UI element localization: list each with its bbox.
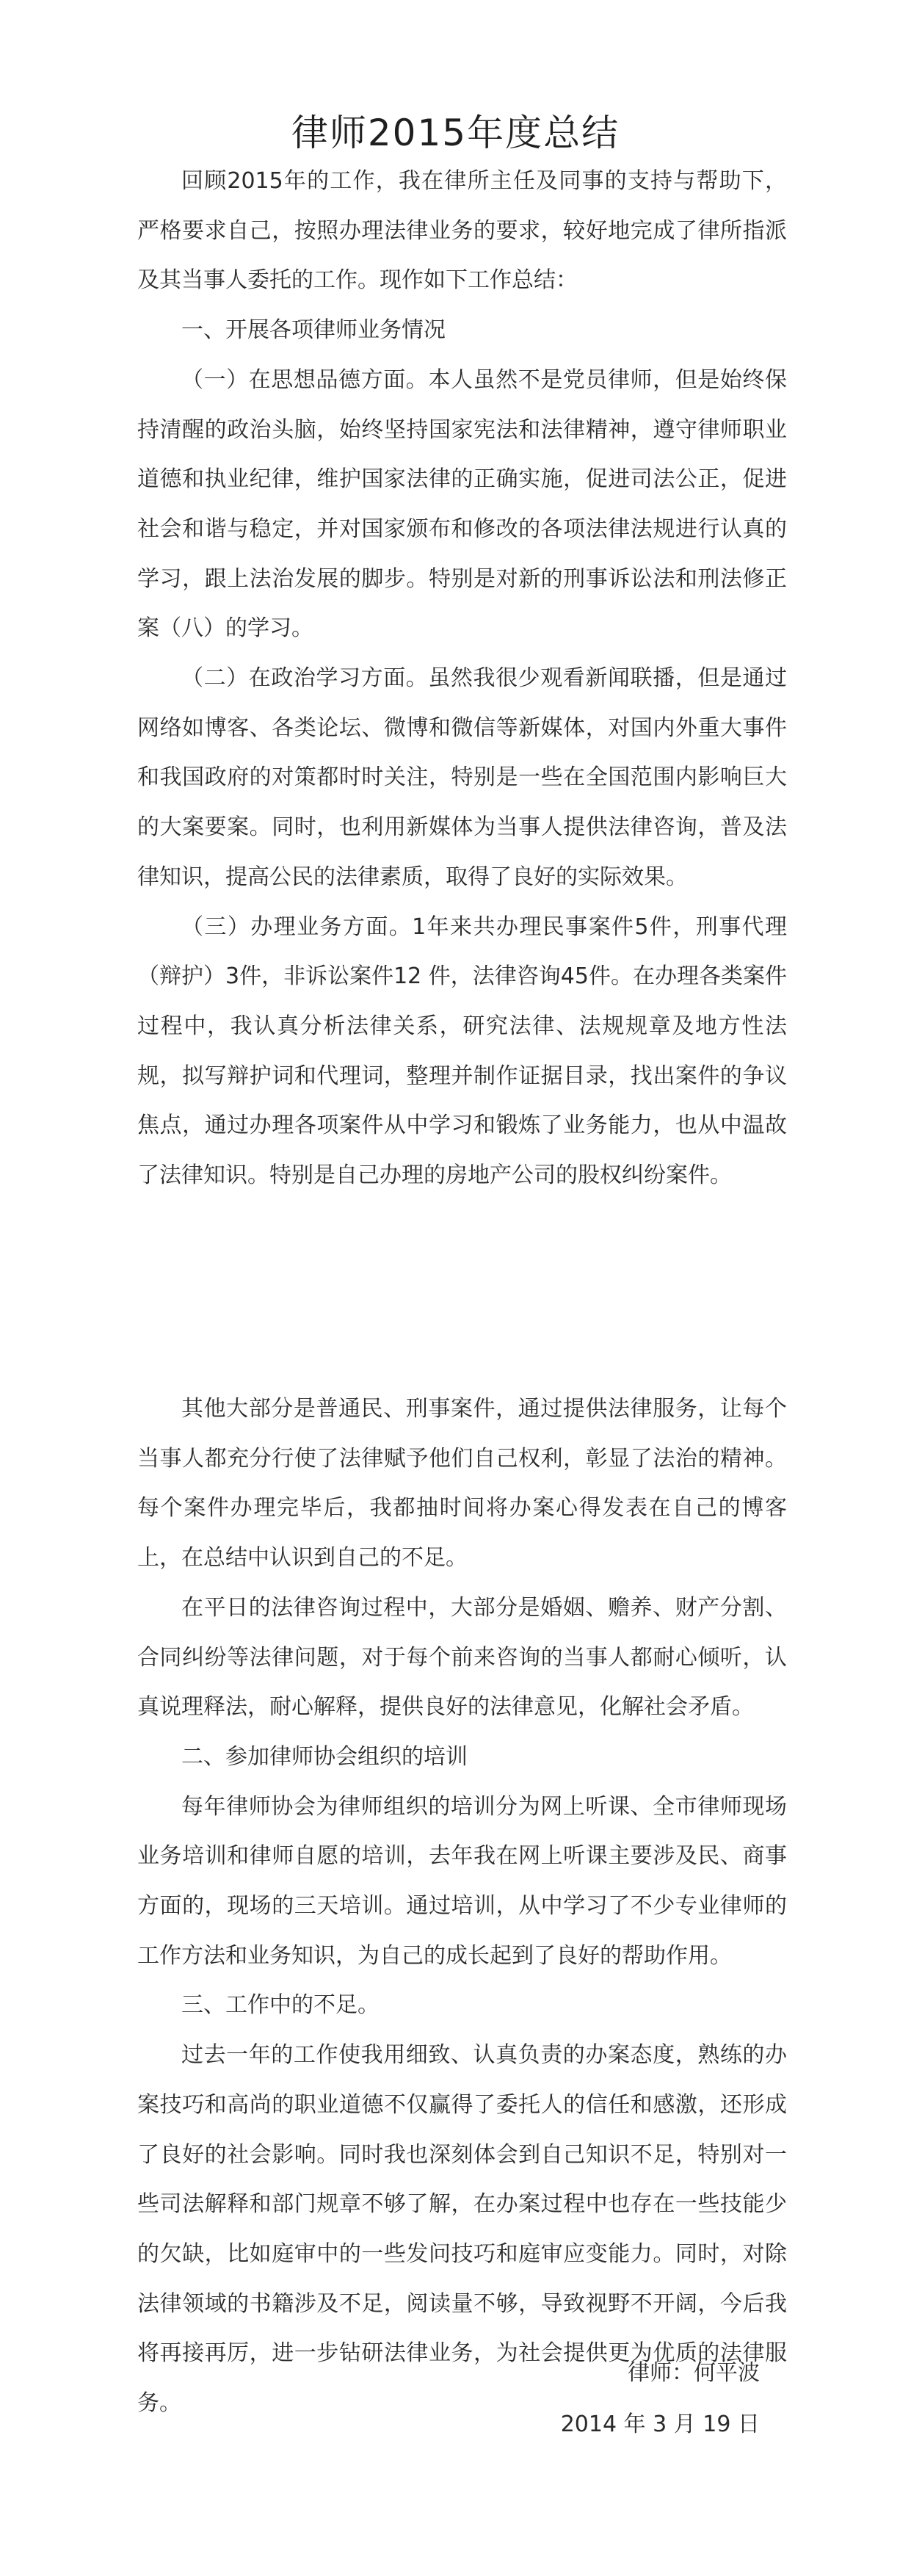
section-1-paragraph-3: （三）办理业务方面。1年来共办理民事案件5件，刑事代理（辩护）3件，非诉讼案件12 件，法律咨询45件。在办理各类案件过程中，我认真分析法律关系，研究法律、法规规章及地方性法规，拟写辩护词和代理词，整理并制作证据目录，找出案件的争议焦点，通过办理各项案件从中学习和锻炼了业务能力，也从中温故了法律知识。特别是自己办理的房地产公司的股权纠纷案件。 [137, 913, 787, 1189]
section-1-paragraph-1: （一）在思想品德方面。本人虽然不是党员律师，但是始终保持清醒的政治头脑，始终坚持国家宪法和法律精神，遵守律师职业道德和执业纪律，维护国家法律的正确实施，促进司法公正，促进社会和谐与稳定，并对国家颁布和修改的各项法律法规进行认真的学习，跟上法治发展的脚步。特别是对新的刑事诉讼法和刑法修正案（八）的学习。 [137, 366, 787, 642]
section-1-paragraph-2: （二）在政治学习方面。虽然我很少观看新闻联播，但是通过网络如博客、各类论坛、微博和微信等新媒体，对国内外重大事件和我国政府的对策都时时关注，特别是一些在全国范围内影响巨大的大案要案。同时，也利用新媒体为当事人提供法律咨询，普及法律知识，提高公民的法律素质，取得了良好的实际效果。 [137, 665, 787, 890]
section-2-heading: 二、参加律师协会组织的培训 [181, 1743, 468, 1770]
section-1-paragraph-5: 在平日的法律咨询过程中，大部分是婚姻、赡养、财产分割、合同纠纷等法律问题，对于每个前来咨询的当事人都耐心倾听，认真说理释法，耐心解释，提供良好的法律意见，化解社会矛盾。 [137, 1594, 787, 1721]
document-body-part-2 [137, 1384, 787, 2428]
section-3-paragraph-1: 过去一年的工作使我用细致、认真负责的办案态度，熟练的办案技巧和高尚的职业道德不仅赢得了委托人的信任和感激，还形成了良好的社会影响。同时我也深刻体会到自己知识不足，特别对一些司法解释和部门规章不够了解，在办案过程中也存在一些技能少的欠缺，比如庭审中的一些发问技巧和庭审应变能力。同时，对除法律领域的书籍涉及不足，阅读量不够，导致视野不开阔，今后我将再接再厉，进一步钻研法律业务，为社会提供更为优质的法律服务。 [137, 2042, 787, 2417]
document-body-part-1 [137, 156, 787, 1201]
page-title: 律师2015年度总结 [291, 112, 620, 154]
signature-date: 2014 年 3 月 19 日 [560, 2412, 760, 2437]
signature-name: 律师：何平波 [628, 2360, 760, 2386]
section-3-heading: 三、工作中的不足。 [181, 1992, 380, 2019]
section-1-paragraph-4: 其他大部分是普通民、刑事案件，通过提供法律服务，让每个当事人都充分行使了法律赋予他们自己权利，彰显了法治的精神。每个案件办理完毕后，我都抽时间将办案心得发表在自己的博客上，在总结中认识到自己的不足。 [137, 1396, 787, 1571]
intro-paragraph: 回顾2015年的工作，我在律所主任及同事的支持与帮助下，严格要求自己，按照办理法律业务的要求，较好地完成了律所指派及其当事人委托的工作。现作如下工作总结： [137, 168, 787, 294]
section-1-heading: 一、开展各项律师业务情况 [181, 317, 446, 344]
section-2-paragraph-1: 每年律师协会为律师组织的培训分为网上听课、全市律师现场业务培训和律师自愿的培训，去年我在网上听课主要涉及民、商事方面的，现场的三天培训。通过培训，从中学习了不少专业律师的工作方法和业务知识，为自己的成长起到了良好的帮助作用。 [137, 1793, 787, 1969]
